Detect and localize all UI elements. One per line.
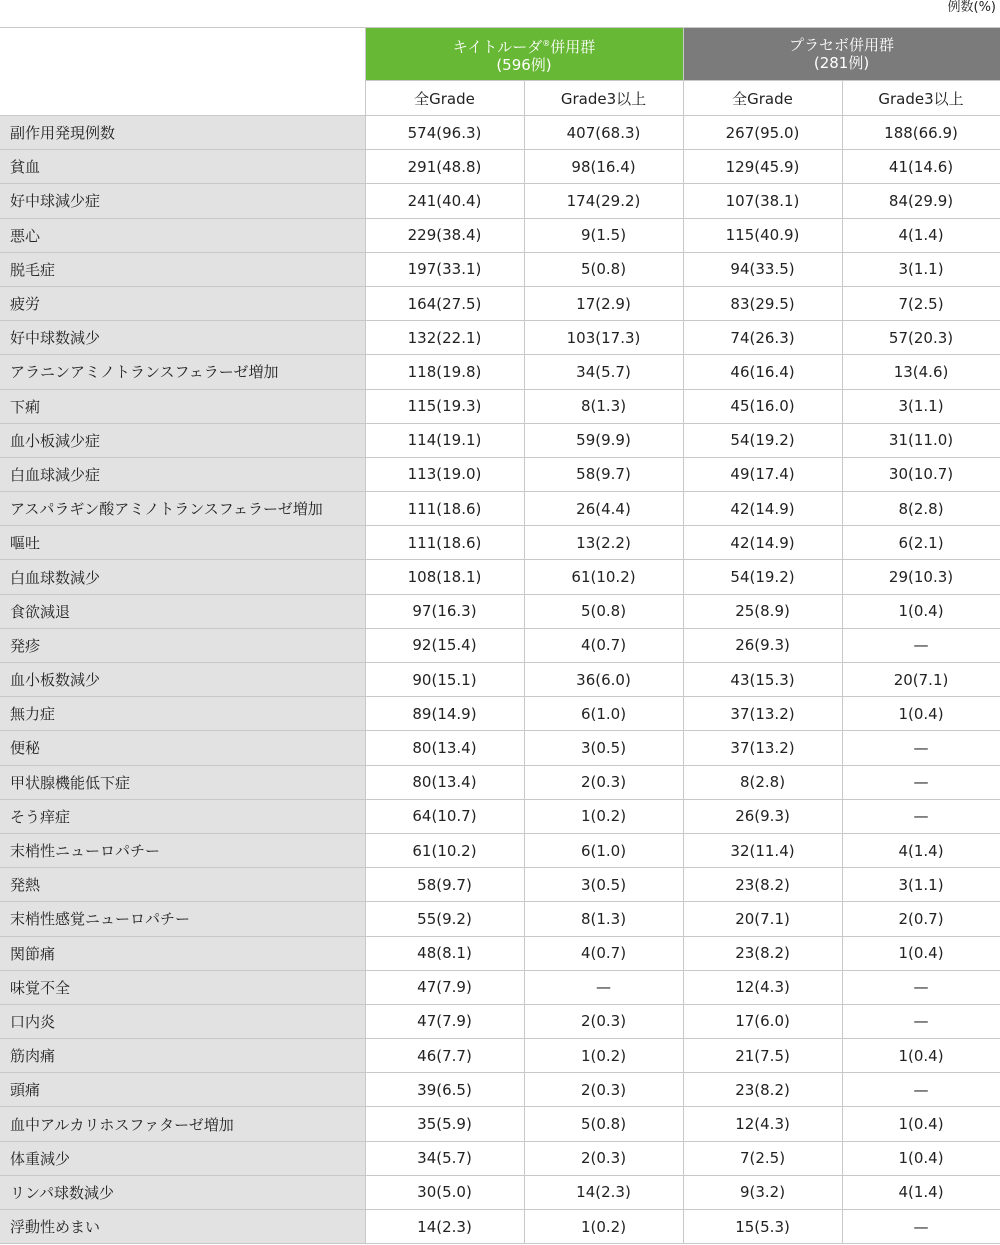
table-row bbox=[0, 1004, 1000, 1038]
adverse-event-name: 口内炎 bbox=[0, 1004, 365, 1038]
value-cell: 25(8.9) bbox=[683, 594, 842, 628]
value-cell: 46(7.7) bbox=[365, 1039, 524, 1073]
value-cell: 6(1.0) bbox=[524, 697, 683, 731]
value-cell: 4(1.4) bbox=[842, 1175, 1000, 1209]
table-row bbox=[0, 663, 1000, 697]
value-cell: 14(2.3) bbox=[365, 1210, 524, 1244]
value-cell: — bbox=[524, 970, 683, 1004]
value-cell: 5(0.8) bbox=[524, 1107, 683, 1141]
group-header-placebo: プラセボ併用群 (281例) bbox=[683, 28, 1000, 81]
adverse-event-name: 貧血 bbox=[0, 150, 365, 184]
value-cell: 5(0.8) bbox=[524, 594, 683, 628]
value-cell: 4(1.4) bbox=[842, 833, 1000, 867]
table-row bbox=[0, 457, 1000, 491]
value-cell: 12(4.3) bbox=[683, 970, 842, 1004]
adverse-event-name: リンパ球数減少 bbox=[0, 1175, 365, 1209]
group-header-keytruda: キイトルーダ®併用群 (596例) bbox=[365, 28, 683, 81]
value-cell: — bbox=[842, 731, 1000, 765]
adverse-event-name: 悪心 bbox=[0, 218, 365, 252]
value-cell: 3(0.5) bbox=[524, 868, 683, 902]
value-cell: 241(40.4) bbox=[365, 184, 524, 218]
adverse-event-name: 脱毛症 bbox=[0, 252, 365, 286]
adverse-event-name: 無力症 bbox=[0, 697, 365, 731]
value-cell: — bbox=[842, 1073, 1000, 1107]
value-cell: 103(17.3) bbox=[524, 321, 683, 355]
value-cell: 59(9.9) bbox=[524, 423, 683, 457]
value-cell: 3(1.1) bbox=[842, 389, 1000, 423]
value-cell: 54(19.2) bbox=[683, 560, 842, 594]
value-cell: 61(10.2) bbox=[365, 833, 524, 867]
value-cell: 7(2.5) bbox=[683, 1141, 842, 1175]
value-cell: 1(0.4) bbox=[842, 1141, 1000, 1175]
value-cell: 31(11.0) bbox=[842, 423, 1000, 457]
value-cell: 4(1.4) bbox=[842, 218, 1000, 252]
value-cell: 48(8.1) bbox=[365, 936, 524, 970]
adverse-event-name: 味覚不全 bbox=[0, 970, 365, 1004]
value-cell: 46(16.4) bbox=[683, 355, 842, 389]
corner-cell bbox=[0, 28, 365, 116]
value-cell: 2(0.7) bbox=[842, 902, 1000, 936]
table-row bbox=[0, 697, 1000, 731]
value-cell: — bbox=[842, 1004, 1000, 1038]
table-row bbox=[0, 799, 1000, 833]
subheader: Grade3以上 bbox=[524, 81, 683, 116]
value-cell: 1(0.4) bbox=[842, 936, 1000, 970]
unit-caption: 例数(%) bbox=[947, 0, 996, 15]
value-cell: 197(33.1) bbox=[365, 252, 524, 286]
value-cell: 45(16.0) bbox=[683, 389, 842, 423]
value-cell: 6(2.1) bbox=[842, 526, 1000, 560]
value-cell: 108(18.1) bbox=[365, 560, 524, 594]
value-cell: 34(5.7) bbox=[524, 355, 683, 389]
table-row bbox=[0, 1073, 1000, 1107]
value-cell: 21(7.5) bbox=[683, 1039, 842, 1073]
table-row bbox=[0, 1175, 1000, 1209]
table-row bbox=[0, 833, 1000, 867]
value-cell: 8(1.3) bbox=[524, 902, 683, 936]
value-cell: 17(2.9) bbox=[524, 286, 683, 320]
value-cell: 13(4.6) bbox=[842, 355, 1000, 389]
adverse-event-name: 白血球減少症 bbox=[0, 457, 365, 491]
value-cell: 92(15.4) bbox=[365, 628, 524, 662]
table-row bbox=[0, 389, 1000, 423]
adverse-event-name: 副作用発現例数 bbox=[0, 116, 365, 150]
value-cell: 1(0.2) bbox=[524, 1039, 683, 1073]
value-cell: 35(5.9) bbox=[365, 1107, 524, 1141]
adverse-event-name: 食欲減退 bbox=[0, 594, 365, 628]
value-cell: 42(14.9) bbox=[683, 492, 842, 526]
adverse-event-name: 甲状腺機能低下症 bbox=[0, 765, 365, 799]
value-cell: 13(2.2) bbox=[524, 526, 683, 560]
value-cell: 58(9.7) bbox=[365, 868, 524, 902]
value-cell: 83(29.5) bbox=[683, 286, 842, 320]
value-cell: 89(14.9) bbox=[365, 697, 524, 731]
value-cell: 2(0.3) bbox=[524, 1004, 683, 1038]
value-cell: 55(9.2) bbox=[365, 902, 524, 936]
value-cell: 3(1.1) bbox=[842, 868, 1000, 902]
value-cell: 267(95.0) bbox=[683, 116, 842, 150]
value-cell: 229(38.4) bbox=[365, 218, 524, 252]
value-cell: 97(16.3) bbox=[365, 594, 524, 628]
subheader: 全Grade bbox=[365, 81, 524, 116]
adverse-event-name: 疲労 bbox=[0, 286, 365, 320]
table-row bbox=[0, 868, 1000, 902]
adverse-event-name: 便秘 bbox=[0, 731, 365, 765]
value-cell: 188(66.9) bbox=[842, 116, 1000, 150]
adverse-event-name: 好中球減少症 bbox=[0, 184, 365, 218]
table-row bbox=[0, 1107, 1000, 1141]
value-cell: 36(6.0) bbox=[524, 663, 683, 697]
table-row bbox=[0, 423, 1000, 457]
table-row bbox=[0, 1210, 1000, 1244]
value-cell: — bbox=[842, 628, 1000, 662]
value-cell: 8(1.3) bbox=[524, 389, 683, 423]
subheader: 全Grade bbox=[683, 81, 842, 116]
value-cell: 164(27.5) bbox=[365, 286, 524, 320]
table-row bbox=[0, 731, 1000, 765]
value-cell: 80(13.4) bbox=[365, 731, 524, 765]
table-row bbox=[0, 116, 1000, 150]
table-row bbox=[0, 970, 1000, 1004]
value-cell: 2(0.3) bbox=[524, 1073, 683, 1107]
value-cell: 23(8.2) bbox=[683, 936, 842, 970]
table-row bbox=[0, 936, 1000, 970]
value-cell: — bbox=[842, 1210, 1000, 1244]
value-cell: 29(10.3) bbox=[842, 560, 1000, 594]
value-cell: 41(14.6) bbox=[842, 150, 1000, 184]
adverse-event-name: アラニンアミノトランスフェラーゼ増加 bbox=[0, 355, 365, 389]
value-cell: 1(0.2) bbox=[524, 1210, 683, 1244]
value-cell: 26(4.4) bbox=[524, 492, 683, 526]
adverse-events-table bbox=[0, 27, 1000, 1244]
value-cell: 49(17.4) bbox=[683, 457, 842, 491]
value-cell: 12(4.3) bbox=[683, 1107, 842, 1141]
value-cell: 58(9.7) bbox=[524, 457, 683, 491]
value-cell: 5(0.8) bbox=[524, 252, 683, 286]
adverse-event-name: 体重減少 bbox=[0, 1141, 365, 1175]
adverse-event-name: 好中球数減少 bbox=[0, 321, 365, 355]
subheader: Grade3以上 bbox=[842, 81, 1000, 116]
value-cell: 8(2.8) bbox=[683, 765, 842, 799]
value-cell: 74(26.3) bbox=[683, 321, 842, 355]
value-cell: 64(10.7) bbox=[365, 799, 524, 833]
value-cell: 23(8.2) bbox=[683, 868, 842, 902]
adverse-event-name: 発疹 bbox=[0, 628, 365, 662]
adverse-event-name: 末梢性感覚ニューロパチー bbox=[0, 902, 365, 936]
table-row bbox=[0, 594, 1000, 628]
value-cell: 3(0.5) bbox=[524, 731, 683, 765]
value-cell: 2(0.3) bbox=[524, 1141, 683, 1175]
value-cell: 90(15.1) bbox=[365, 663, 524, 697]
adverse-event-name: 白血球数減少 bbox=[0, 560, 365, 594]
value-cell: 8(2.8) bbox=[842, 492, 1000, 526]
value-cell: 94(33.5) bbox=[683, 252, 842, 286]
value-cell: 4(0.7) bbox=[524, 628, 683, 662]
table-row bbox=[0, 150, 1000, 184]
value-cell: 174(29.2) bbox=[524, 184, 683, 218]
value-cell: 132(22.1) bbox=[365, 321, 524, 355]
adverse-event-name: 発熱 bbox=[0, 868, 365, 902]
value-cell: 129(45.9) bbox=[683, 150, 842, 184]
adverse-event-name: 頭痛 bbox=[0, 1073, 365, 1107]
value-cell: 1(0.4) bbox=[842, 594, 1000, 628]
value-cell: 54(19.2) bbox=[683, 423, 842, 457]
value-cell: 9(1.5) bbox=[524, 218, 683, 252]
value-cell: 111(18.6) bbox=[365, 492, 524, 526]
value-cell: 26(9.3) bbox=[683, 628, 842, 662]
table-row bbox=[0, 218, 1000, 252]
value-cell: 14(2.3) bbox=[524, 1175, 683, 1209]
value-cell: — bbox=[842, 970, 1000, 1004]
value-cell: 3(1.1) bbox=[842, 252, 1000, 286]
value-cell: 30(10.7) bbox=[842, 457, 1000, 491]
value-cell: 20(7.1) bbox=[683, 902, 842, 936]
table-row bbox=[0, 902, 1000, 936]
adverse-event-name: 血小板減少症 bbox=[0, 423, 365, 457]
value-cell: 47(7.9) bbox=[365, 1004, 524, 1038]
value-cell: 2(0.3) bbox=[524, 765, 683, 799]
value-cell: 574(96.3) bbox=[365, 116, 524, 150]
value-cell: 30(5.0) bbox=[365, 1175, 524, 1209]
value-cell: 47(7.9) bbox=[365, 970, 524, 1004]
value-cell: — bbox=[842, 799, 1000, 833]
value-cell: 61(10.2) bbox=[524, 560, 683, 594]
value-cell: 39(6.5) bbox=[365, 1073, 524, 1107]
value-cell: 107(38.1) bbox=[683, 184, 842, 218]
value-cell: 80(13.4) bbox=[365, 765, 524, 799]
table-row bbox=[0, 184, 1000, 218]
value-cell: 7(2.5) bbox=[842, 286, 1000, 320]
value-cell: 114(19.1) bbox=[365, 423, 524, 457]
value-cell: 34(5.7) bbox=[365, 1141, 524, 1175]
value-cell: 1(0.2) bbox=[524, 799, 683, 833]
table-row bbox=[0, 286, 1000, 320]
table-row bbox=[0, 1039, 1000, 1073]
value-cell: 115(19.3) bbox=[365, 389, 524, 423]
value-cell: 407(68.3) bbox=[524, 116, 683, 150]
value-cell: 6(1.0) bbox=[524, 833, 683, 867]
table-row bbox=[0, 560, 1000, 594]
value-cell: 84(29.9) bbox=[842, 184, 1000, 218]
adverse-event-name: 嘔吐 bbox=[0, 526, 365, 560]
adverse-event-name: 浮動性めまい bbox=[0, 1210, 365, 1244]
value-cell: — bbox=[842, 765, 1000, 799]
value-cell: 37(13.2) bbox=[683, 731, 842, 765]
value-cell: 98(16.4) bbox=[524, 150, 683, 184]
table-row bbox=[0, 526, 1000, 560]
value-cell: 118(19.8) bbox=[365, 355, 524, 389]
table-row bbox=[0, 1141, 1000, 1175]
value-cell: 57(20.3) bbox=[842, 321, 1000, 355]
adverse-event-name: 末梢性ニューロパチー bbox=[0, 833, 365, 867]
value-cell: 1(0.4) bbox=[842, 697, 1000, 731]
value-cell: 113(19.0) bbox=[365, 457, 524, 491]
value-cell: 26(9.3) bbox=[683, 799, 842, 833]
value-cell: 32(11.4) bbox=[683, 833, 842, 867]
value-cell: 4(0.7) bbox=[524, 936, 683, 970]
value-cell: 9(3.2) bbox=[683, 1175, 842, 1209]
adverse-event-name: 下痢 bbox=[0, 389, 365, 423]
value-cell: 37(13.2) bbox=[683, 697, 842, 731]
value-cell: 1(0.4) bbox=[842, 1107, 1000, 1141]
value-cell: 291(48.8) bbox=[365, 150, 524, 184]
value-cell: 43(15.3) bbox=[683, 663, 842, 697]
table-row bbox=[0, 628, 1000, 662]
value-cell: 20(7.1) bbox=[842, 663, 1000, 697]
value-cell: 111(18.6) bbox=[365, 526, 524, 560]
value-cell: 115(40.9) bbox=[683, 218, 842, 252]
adverse-event-name: 血中アルカリホスファターゼ増加 bbox=[0, 1107, 365, 1141]
value-cell: 17(6.0) bbox=[683, 1004, 842, 1038]
value-cell: 42(14.9) bbox=[683, 526, 842, 560]
table-row bbox=[0, 355, 1000, 389]
adverse-event-name: そう痒症 bbox=[0, 799, 365, 833]
value-cell: 15(5.3) bbox=[683, 1210, 842, 1244]
table-row bbox=[0, 321, 1000, 355]
table-row bbox=[0, 765, 1000, 799]
adverse-event-name: 血小板数減少 bbox=[0, 663, 365, 697]
value-cell: 1(0.4) bbox=[842, 1039, 1000, 1073]
adverse-event-name: 関節痛 bbox=[0, 936, 365, 970]
value-cell: 23(8.2) bbox=[683, 1073, 842, 1107]
adverse-event-name: アスパラギン酸アミノトランスフェラーゼ増加 bbox=[0, 492, 365, 526]
adverse-event-name: 筋肉痛 bbox=[0, 1039, 365, 1073]
table-row bbox=[0, 492, 1000, 526]
table-row bbox=[0, 252, 1000, 286]
